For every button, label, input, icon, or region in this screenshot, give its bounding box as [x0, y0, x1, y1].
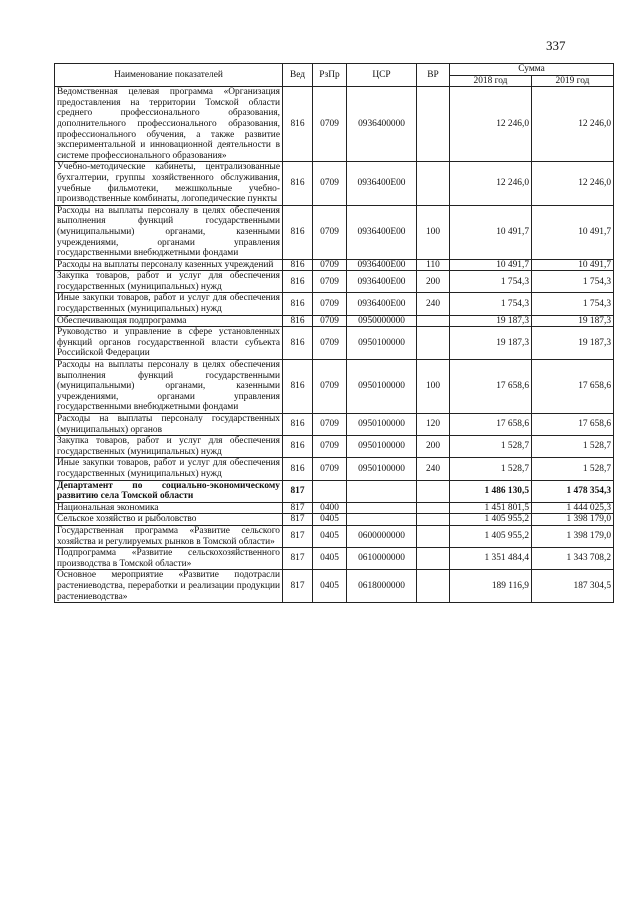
cell-name: Расходы на выплаты персоналу в целях обеспечения выполнения функций государственными (муниципальными) органами, казенными учреждениями, органами управления государственными внебюджетными фондами	[55, 360, 283, 414]
cell-y2018: 10 491,7	[450, 205, 532, 259]
cell-y2018: 1 451 801,5	[450, 502, 532, 514]
cell-y2018: 1 754,3	[450, 293, 532, 315]
cell-name: Государственная программа «Развитие сельского хозяйства и регулируемых рынков в Томской области»	[55, 525, 283, 547]
cell-rzpr: 0400	[313, 502, 347, 514]
cell-vr	[417, 327, 450, 360]
header-2019: 2019 год	[532, 75, 614, 87]
cell-y2019: 19 187,3	[532, 327, 614, 360]
cell-ved: 816	[283, 414, 313, 436]
cell-rzpr: 0709	[313, 360, 347, 414]
cell-vr: 100	[417, 360, 450, 414]
cell-y2018: 1 405 955,2	[450, 525, 532, 547]
cell-csr: 0936400Е00	[347, 293, 417, 315]
cell-rzpr: 0405	[313, 570, 347, 603]
cell-name: Расходы на выплаты персоналу в целях обеспечения выполнения функций государственными (муниципальными) органами, казенными учреждениями, органами управления государственными внебюджетными фондами	[55, 205, 283, 259]
cell-y2018: 19 187,3	[450, 315, 532, 327]
cell-y2018: 17 658,6	[450, 360, 532, 414]
cell-csr	[347, 502, 417, 514]
cell-name: Ведомственная целевая программа «Организация предоставления на территории Томской области среднего профессионального образования, дополнительного профессионального образования, профессионального обучения, а также развитие экспериментальной и инновационной деятельности в системе профессионального образования»	[55, 87, 283, 162]
cell-ved: 817	[283, 570, 313, 603]
cell-name: Расходы на выплаты персоналу государственных (муниципальных) органов	[55, 414, 283, 436]
cell-y2019: 10 491,7	[532, 205, 614, 259]
cell-vr	[417, 570, 450, 603]
cell-csr: 0950000000	[347, 315, 417, 327]
cell-csr: 0950100000	[347, 458, 417, 480]
cell-rzpr: 0709	[313, 414, 347, 436]
cell-vr: 240	[417, 293, 450, 315]
cell-name: Основное мероприятие «Развитие подотрасли растениеводства, переработки и реализации продукции растениеводства»	[55, 570, 283, 603]
cell-vr	[417, 87, 450, 162]
cell-ved: 817	[283, 514, 313, 526]
cell-y2019: 17 658,6	[532, 414, 614, 436]
cell-csr: 0950100000	[347, 414, 417, 436]
cell-ved: 817	[283, 548, 313, 570]
cell-y2019: 10 491,7	[532, 259, 614, 271]
cell-name: Закупка товаров, работ и услуг для обеспечения государственных (муниципальных) нужд	[55, 271, 283, 293]
cell-ved: 816	[283, 360, 313, 414]
cell-y2018: 1 405 955,2	[450, 514, 532, 526]
cell-vr: 200	[417, 271, 450, 293]
cell-vr	[417, 514, 450, 526]
cell-csr	[347, 480, 417, 502]
table-row	[55, 162, 614, 205]
cell-csr: 0936400Е00	[347, 271, 417, 293]
cell-rzpr: 0709	[313, 162, 347, 205]
cell-y2019: 17 658,6	[532, 360, 614, 414]
cell-rzpr: 0709	[313, 87, 347, 162]
cell-name: Подпрограмма «Развитие сельскохозяйственного производства в Томской области»	[55, 548, 283, 570]
cell-ved: 816	[283, 327, 313, 360]
table-row	[55, 548, 614, 570]
table-row	[55, 87, 614, 162]
page-number: 337	[546, 38, 566, 53]
cell-name: Департамент по социально-экономическому развитию села Томской области	[55, 480, 283, 502]
table-body	[55, 87, 614, 603]
cell-y2018: 19 187,3	[450, 327, 532, 360]
cell-vr: 100	[417, 205, 450, 259]
cell-y2019: 1 444 025,3	[532, 502, 614, 514]
table-row	[55, 480, 614, 502]
cell-ved: 816	[283, 293, 313, 315]
cell-ved: 816	[283, 315, 313, 327]
cell-vr	[417, 502, 450, 514]
cell-y2018: 189 116,9	[450, 570, 532, 603]
cell-name: Иные закупки товаров, работ и услуг для обеспечения государственных (муниципальных) нужд	[55, 293, 283, 315]
cell-ved: 817	[283, 480, 313, 502]
cell-rzpr: 0709	[313, 436, 347, 458]
cell-y2018: 1 351 484,4	[450, 548, 532, 570]
table-row	[55, 360, 614, 414]
cell-y2018: 1 528,7	[450, 458, 532, 480]
cell-y2018: 1 528,7	[450, 436, 532, 458]
table-row	[55, 458, 614, 480]
cell-rzpr: 0709	[313, 293, 347, 315]
table-row	[55, 327, 614, 360]
cell-ved: 816	[283, 436, 313, 458]
cell-ved: 816	[283, 259, 313, 271]
table-row	[55, 414, 614, 436]
cell-csr: 0936400000	[347, 87, 417, 162]
cell-y2019: 1 754,3	[532, 271, 614, 293]
cell-y2019: 1 478 354,3	[532, 480, 614, 502]
cell-vr: 120	[417, 414, 450, 436]
cell-y2019: 19 187,3	[532, 315, 614, 327]
cell-rzpr: 0405	[313, 525, 347, 547]
cell-y2018: 1 754,3	[450, 271, 532, 293]
cell-y2018: 12 246,0	[450, 162, 532, 205]
cell-y2019: 1 528,7	[532, 458, 614, 480]
header-rzpr: РзПр	[313, 64, 347, 87]
cell-ved: 817	[283, 502, 313, 514]
cell-y2019: 187 304,5	[532, 570, 614, 603]
cell-rzpr: 0405	[313, 548, 347, 570]
cell-name: Расходы на выплаты персоналу казенных учреждений	[55, 259, 283, 271]
table-row	[55, 271, 614, 293]
cell-vr: 200	[417, 436, 450, 458]
table-row	[55, 570, 614, 603]
cell-vr	[417, 162, 450, 205]
cell-csr: 0610000000	[347, 548, 417, 570]
cell-rzpr: 0405	[313, 514, 347, 526]
cell-vr	[417, 315, 450, 327]
table-row	[55, 525, 614, 547]
table-row	[55, 259, 614, 271]
budget-table	[54, 63, 614, 603]
cell-name: Учебно-методические кабинеты, централизованные бухгалтерии, группы хозяйственного обслуживания, учебные фильмотеки, межшкольные учебно-производственные комбинаты, логопедические пункты	[55, 162, 283, 205]
cell-name: Сельское хозяйство и рыболовство	[55, 514, 283, 526]
cell-rzpr: 0709	[313, 259, 347, 271]
table-row	[55, 514, 614, 526]
cell-csr: 0950100000	[347, 327, 417, 360]
cell-csr: 0950100000	[347, 436, 417, 458]
cell-csr	[347, 514, 417, 526]
cell-csr: 0600000000	[347, 525, 417, 547]
cell-name: Иные закупки товаров, работ и услуг для обеспечения государственных (муниципальных) нужд	[55, 458, 283, 480]
cell-ved: 816	[283, 271, 313, 293]
cell-y2018: 12 246,0	[450, 87, 532, 162]
table-row	[55, 436, 614, 458]
cell-ved: 816	[283, 162, 313, 205]
cell-vr: 110	[417, 259, 450, 271]
cell-y2018: 1 486 130,5	[450, 480, 532, 502]
cell-vr	[417, 525, 450, 547]
cell-y2019: 1 398 179,0	[532, 525, 614, 547]
cell-rzpr	[313, 480, 347, 502]
cell-rzpr: 0709	[313, 205, 347, 259]
cell-name: Национальная экономика	[55, 502, 283, 514]
header-csr: ЦСР	[347, 64, 417, 87]
cell-ved: 816	[283, 458, 313, 480]
header-vr: ВР	[417, 64, 450, 87]
cell-csr: 0936400Е00	[347, 205, 417, 259]
header-2018: 2018 год	[450, 75, 532, 87]
cell-y2019: 1 528,7	[532, 436, 614, 458]
cell-y2019: 12 246,0	[532, 162, 614, 205]
cell-y2019: 1 754,3	[532, 293, 614, 315]
cell-ved: 817	[283, 525, 313, 547]
cell-name: Руководство и управление в сфере установленных функций органов государственной власти субъекта Российской Федерации	[55, 327, 283, 360]
header-name: Наименование показателей	[55, 64, 283, 87]
cell-rzpr: 0709	[313, 327, 347, 360]
header-sum: Сумма	[450, 64, 614, 76]
cell-name: Закупка товаров, работ и услуг для обеспечения государственных (муниципальных) нужд	[55, 436, 283, 458]
cell-csr: 0936400Е00	[347, 162, 417, 205]
cell-y2019: 12 246,0	[532, 87, 614, 162]
cell-y2019: 1 398 179,0	[532, 514, 614, 526]
cell-ved: 816	[283, 205, 313, 259]
cell-rzpr: 0709	[313, 315, 347, 327]
table-row	[55, 205, 614, 259]
cell-csr: 0950100000	[347, 360, 417, 414]
cell-y2019: 1 343 708,2	[532, 548, 614, 570]
cell-name: Обеспечивающая подпрограмма	[55, 315, 283, 327]
cell-vr	[417, 480, 450, 502]
cell-csr: 0936400Е00	[347, 259, 417, 271]
cell-rzpr: 0709	[313, 271, 347, 293]
header-ved: Вед	[283, 64, 313, 87]
table-row	[55, 315, 614, 327]
table-row	[55, 502, 614, 514]
cell-ved: 816	[283, 87, 313, 162]
cell-y2018: 17 658,6	[450, 414, 532, 436]
cell-vr: 240	[417, 458, 450, 480]
cell-vr	[417, 548, 450, 570]
cell-csr: 0618000000	[347, 570, 417, 603]
cell-rzpr: 0709	[313, 458, 347, 480]
table-row	[55, 293, 614, 315]
cell-y2018: 10 491,7	[450, 259, 532, 271]
